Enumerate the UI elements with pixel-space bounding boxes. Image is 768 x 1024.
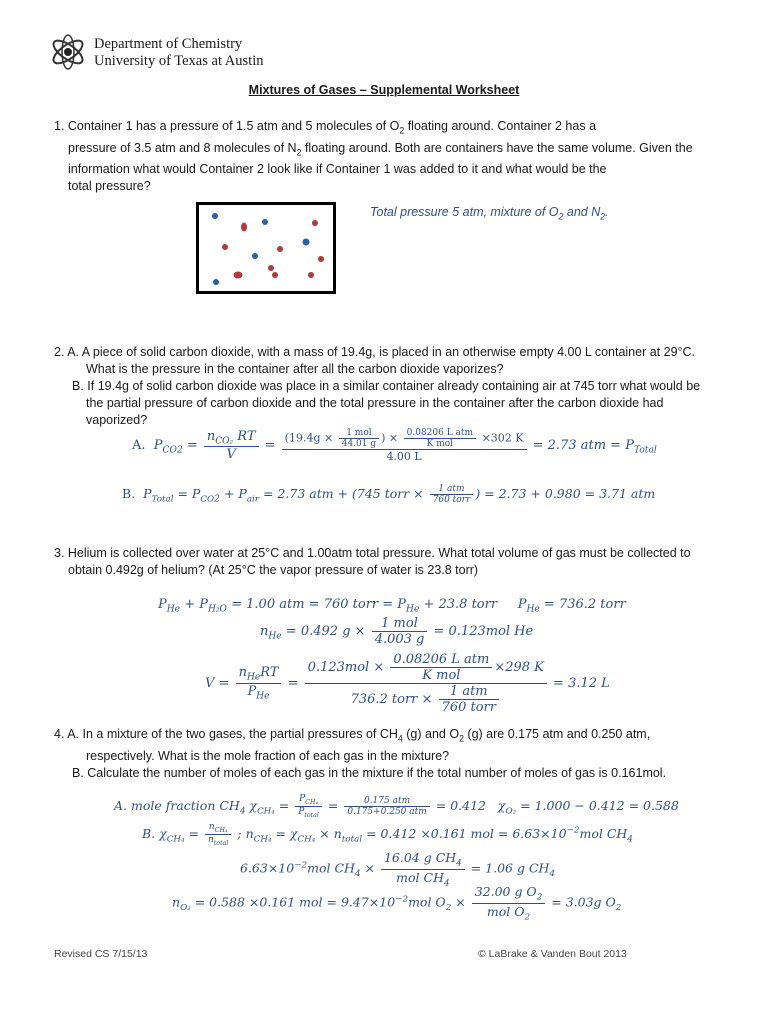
equation-4a: A. mole fraction $CH_4$ $\chi_{CH_4}$ = $\frac{P_{CH_4}}{P_{total}}$ = $\frac{\text{0.175 atm}}{\text{0.175+0.250 atm}}$ = 0.412 $\chi_{O_2} = 1.000 - 0.412 = 0.588$: [114, 794, 679, 819]
q3-line1: 3. Helium is collected over water at 25°C and 1.00atm total pressure. What total volume of gas must be collected to: [54, 546, 691, 560]
header-text: [94, 36, 263, 70]
q1-line4: total pressure?: [68, 179, 151, 193]
department-logo: [48, 30, 88, 74]
q1-answer-a: Total pressure 5 atm, mixture of O: [370, 205, 559, 219]
gas-container-diagram: [196, 202, 336, 294]
q1-sub1: 2: [399, 125, 405, 136]
n2-molecule: [318, 256, 324, 262]
equation-2a: A. $P_{CO2}$ = $\frac{n_{CO_2} RT}{V}$ = (19.4g × $\frac{\text{1 mol}}{44.01 g}$ ) × $\frac{\text{0.08206 L atm}}{\text{K mol}}$ ×302 K 4.00 L = 2.73 atm = $P_{Total}$: [132, 428, 657, 463]
footer-revised: Revised CS 7/15/13: [54, 948, 148, 960]
question-4: 4. A. In a mixture of the two gases, the partial pressures of $CH_4$ (g) and $O_2$ (g) are 0.175 atm and 0.250 atm, respectively. What is the mole fraction of each gas in the mixture? B. Calculate the number of moles of each gas in the mixture if the total number of moles of gas is 0.161mol.: [54, 726, 754, 782]
worksheet-title: Mixtures of Gases – Supplemental Worksheet: [248, 83, 520, 97]
q1-line1: 1. Container 1 has a pressure of 1.5 atm and 5 molecules of O: [54, 119, 400, 133]
equation-3-moles: $n_{He} = 0.492$ g × $\frac{\text{1 mol}}{4.003 g}$ = 0.123mol He: [260, 616, 534, 647]
equation-2b: B. $P_{Total} = P_{CO2} + P_{air} = 2.73$ atm + (745 torr × $\frac{\text{1 atm}}{\text{760 torr}}$ ) = 2.73 + 0.980 = 3.71 atm: [122, 484, 656, 505]
equation-3-pressures: $P_{He} + P_{H_2O} = 1.00$ atm = 760 torr = $P_{He} + 23.8$ torr $P_{He} = 736.2$ torr: [158, 597, 626, 615]
q1-sub2: 2: [296, 147, 302, 157]
q3-line2: obtain 0.492g of helium? (At 25°C the vapor pressure of water is 23.8 torr): [68, 563, 479, 577]
equation-3-volume: V = $\frac{n_{He}RT}{P_{He}}$ = 0.123mol × $\frac{\text{0.08206 L atm}}{\text{K mol}}$ ×298 K 736.2 torr × $\frac{\text{1 atm}}{\text{760 torr}}$ = 3.12 L: [205, 652, 610, 715]
equation-4c: $6.63\times 10^{-2}mol$ $CH_4$ × $\frac{16.04 g CH_4}{mol CH_4}$ = 1.06 g $CH_4$: [240, 850, 556, 888]
q4-b-line1: B. Calculate the number of moles of each gas in the mixture if the total number of moles of gas is 0.161mol.: [72, 765, 667, 780]
question-2: [54, 344, 754, 429]
footer-copyright: © LaBrake & Vanden Bout 2013: [478, 948, 627, 960]
atom-logo-icon: [48, 30, 88, 74]
n2-molecule: [308, 272, 314, 278]
o2-molecule: [212, 213, 218, 219]
q1-line2b: floating around. Both are containers have the same volume. Given the: [301, 140, 693, 155]
question-3: [54, 545, 754, 579]
q1-line1b: floating around. Container 2 has a: [404, 119, 597, 133]
q1-line3: information what would Container 2 look like if Container 1 was added to it and what would be the: [68, 162, 607, 176]
q2-b-line3: vaporized?: [86, 413, 148, 427]
q2-a-line1: 2. A. A piece of solid carbon dioxide, with a mass of 19.4g, is placed in an otherwise empty 4.00 L container at 29°C.: [54, 345, 696, 359]
container-box: [196, 202, 336, 294]
q1-line2: pressure of 3.5 atm and 8 molecules of N: [68, 140, 297, 155]
o2-molecule: [303, 239, 310, 246]
university-name: University of Texas at Austin: [94, 53, 264, 69]
o2-molecule: [213, 279, 219, 285]
q1-answer: Total pressure 5 atm, mixture of $O_2$ and $N_2$.: [370, 205, 609, 222]
n2-molecule: [222, 244, 228, 250]
n2-molecule: [234, 272, 243, 279]
q2-a-line2: What is the pressure in the container after all the carbon dioxide vaporizes?: [86, 362, 504, 376]
q2-b-line2: the partial pressure of carbon dioxide and the total pressure in the container after the carbon dioxide had: [86, 396, 664, 410]
n2-molecule: [277, 246, 283, 252]
n2-molecule: [241, 223, 247, 232]
n2-molecule: [312, 220, 318, 226]
n2-molecule: [268, 265, 274, 271]
equation-4d: $n_{O_2} = 0.588 \times 0.161$ mol = $9.47\times 10^{-2}mol$ $O_2$ × $\frac{32.00 g O_2}{mol O_2}$ = 3.03g $O_2$: [172, 884, 622, 922]
o2-molecule: [262, 219, 268, 225]
o2-molecule: [252, 253, 258, 259]
equation-4b: B. $\chi_{CH_4}$ = $\frac{n_{CH_4}}{n_{total}}$ ; $n_{CH_4} = \chi_{CH_4} \times n_{total} = 0.412 \times 0.161$ mol = $6.63\times 10^{-2}mol$ $CH_4$: [142, 822, 633, 847]
q2-b-line1: B. If 19.4g of solid carbon dioxide was place in a similar container already containing air at 745 torr what would be: [72, 379, 701, 393]
q4-a-line2: respectively. What is the mole fraction of each gas in the mixture?: [86, 748, 450, 763]
n2-molecule: [272, 272, 278, 278]
question-1: [54, 118, 734, 195]
department-name: Department of Chemistry: [94, 36, 243, 52]
q1-answer-b: and N: [563, 205, 601, 219]
